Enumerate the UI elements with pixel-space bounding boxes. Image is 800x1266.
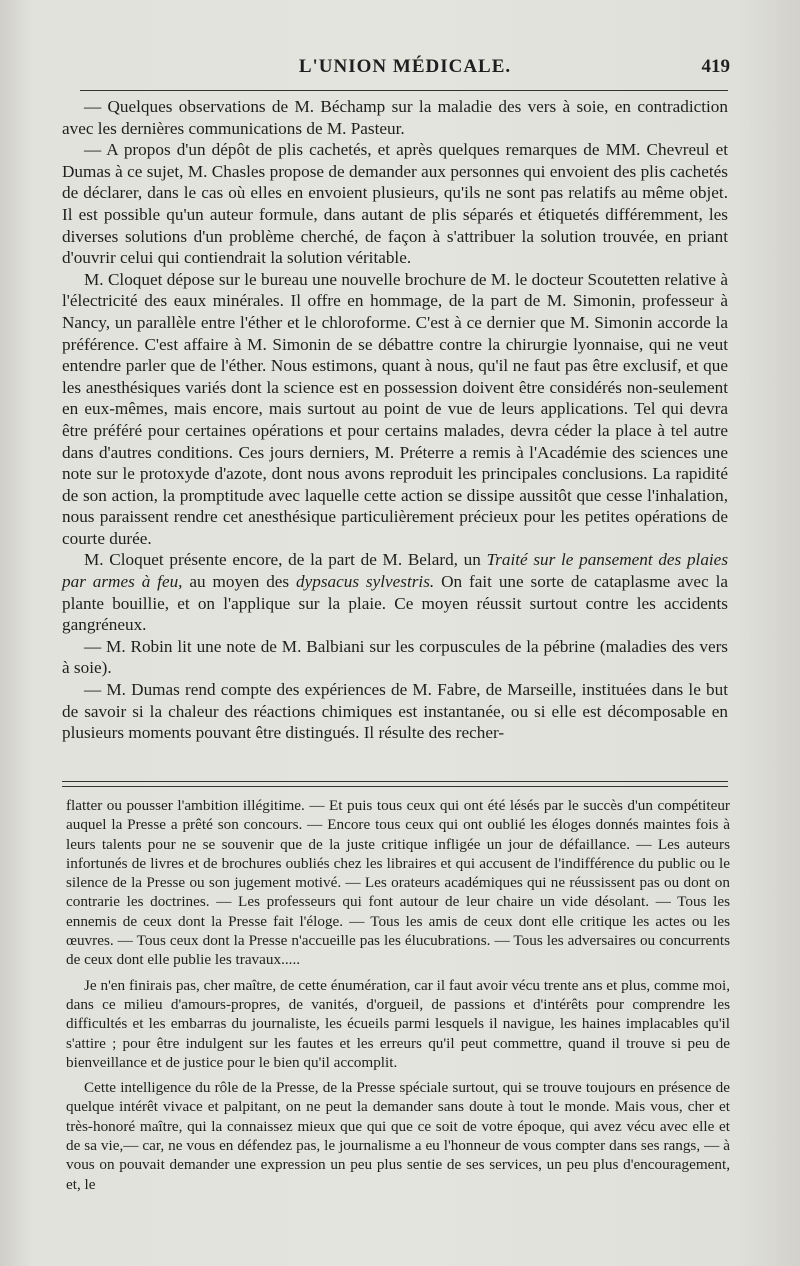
feuilleton-separator xyxy=(62,781,728,787)
page-header xyxy=(80,56,730,86)
feuilleton-paragraph-1: flatter ou pousser l'ambition illégitime. — Et puis tous ceux qui ont été lésés par le succès d'un compétiteur auquel la Presse a prêté son concours. — Encore tous ceux qui ont oublié les éloges donnés maintes fois à leurs talents pour ne se souvenir que de la juste critique infligée un jour de défaillance. — Les auteurs infortunés de livres et de brochures oubliés chez les libraires et qui accusent de l'indifférence du public ou le silence de la Presse ou son jugement motivé. — Les orateurs académiques qui ne réussissent pas ou dont on contrarie les doctrines. — Les professeurs qui font autour de leur chaire un vide désolant. — Tous les ennemis de ceux dont la Presse fait l'éloge. — Tous les amis de ceux dont elle critique les actes ou les œuvres. — Tous ceux dont la Presse n'accueille pas les élucubrations. — Tous les adversaires ou concurrents de ceux dont elle publie les travaux..... xyxy=(66,797,730,969)
page-number: 419 xyxy=(701,56,730,77)
paragraph-belard-traite xyxy=(62,549,728,635)
species-name: dypsacus sylvestris. xyxy=(296,572,435,592)
running-title: L'UNION MÉDICALE. xyxy=(298,56,512,77)
paragraph-belard-start: M. Cloquet présente encore, de la part de M. Belard, un xyxy=(84,550,487,570)
paragraph-belard-middle: au moyen des xyxy=(182,572,297,592)
header-rule xyxy=(80,90,728,91)
paragraph-plis-cachetes: — A propos d'un dépôt de plis cachetés, et après quelques remarques de MM. Chevreul et Dumas à ce sujet, M. Chasles propose de demander aux personnes qui envoient des plis cachetés de déclarer, dans le cas où elles en envoient plusieurs, qu'ils ne sont pas relatifs au même objet. Il est possible qu'un auteur formule, dans autant de plis séparés et étiquetés différemment, les diverses solutions d'un problème cherché, de façon à s'attribuer la solution trouvée, en priant d'ouvrir celui qui contiendrait la solution véritable. xyxy=(62,140,728,268)
feuilleton-column xyxy=(66,796,730,1194)
paragraph-robin: — M. Robin lit une note de M. Balbiani sur les corpuscules de la pébrine (maladies des vers à soie). xyxy=(62,636,728,678)
traite-title: Traité sur le pansement des plaies par armes à feu, xyxy=(62,550,729,592)
paragraph-cloquet-brochure: M. Cloquet dépose sur le bureau une nouvelle brochure de M. le docteur Scoutetten relative à l'électricité des eaux minérales. Il offre en hommage, de la part de M. Simonin, professeur à Nancy, un parallèle entre l'éther et le chloroforme. C'est à ce dernier que M. Simonin accorde la préférence. C'est affaire à M. Simonin de se débattre contre la chirurgie lyonnaise, qui ne veut entendre parler que de l'éther. Nous estimons, quant à nous, qu'il ne faut pas être exclusif, et que les anesthésiques variés dont la science est en possession doivent être considérés non-seulement en eux-mêmes, mais encore, mais surtout au point de vue de leurs applications. Tel qui devra être préféré pour certaines opérations et pour certains malades, devra céder la place à tel autre dans d'autres conditions. Ces jours derniers, M. Préterre a remis à l'Académie des sciences une note sur le protoxyde d'azote, dont nous avons reproduit les principales conclusions. La rapidité de son action, la promptitude avec laquelle cette action se dissipe aussitôt que cesse l'inhalation, nous paraissent rendre cet anesthésique particulièrement précieux pour les petites opérations de courte durée. xyxy=(62,269,728,548)
main-text-column xyxy=(62,96,728,744)
paragraph-bechamp: — Quelques observations de M. Béchamp sur la maladie des vers à soie, en contradiction avec les dernières communications de M. Pasteur. xyxy=(62,97,728,138)
paragraph-dumas: — M. Dumas rend compte des expériences de M. Fabre, de Marseille, instituées dans le but de savoir si la chaleur des réactions chimiques est instantanée, ou si elle est décomposable en plusieurs moments pouvant être distingués. Il résulte des recher- xyxy=(62,680,728,743)
paragraph-belard-end: On fait une sorte de cataplasme avec la plante bouillie, et on l'applique sur la plaie. Ce moyen réussit surtout contre les accidents gangréneux. xyxy=(62,572,728,635)
feuilleton-paragraph-2: Je n'en finirais pas, cher maître, de cette énumération, car il faut avoir vécu trente ans et plus, comme moi, dans ce milieu d'amours-propres, de vanités, d'orgueil, de passions et d'intérêts pour comprendre les difficultés et les embarras du journaliste, les écueils parmi lesquels il navigue, les haines implacables qu'il s'attire ; pour être indulgent sur les fautes et les erreurs qu'il peut commettre, quand il trouve si peu de bienveillance et de justice pour le bien qu'il accomplit. xyxy=(66,976,730,1071)
feuilleton-paragraph-3: Cette intelligence du rôle de la Presse, de la Presse spéciale surtout, qui se trouve toujours en présence de quelque intérêt vivace et palpitant, on ne peut la demander sans doute à tout le monde. Mais vous, cher et très-honoré maître, qui la connaissez mieux que qui que ce soit de votre époque, qui avez vécu avec elle et de sa vie,— car, ne vous en défendez pas, le journalisme a eu l'honneur de vous compter dans ses rangs, — à vous on pouvait demander une expression un peu plus sentie de ses services, un peu plus d'encouragement, et, le xyxy=(66,1079,730,1193)
